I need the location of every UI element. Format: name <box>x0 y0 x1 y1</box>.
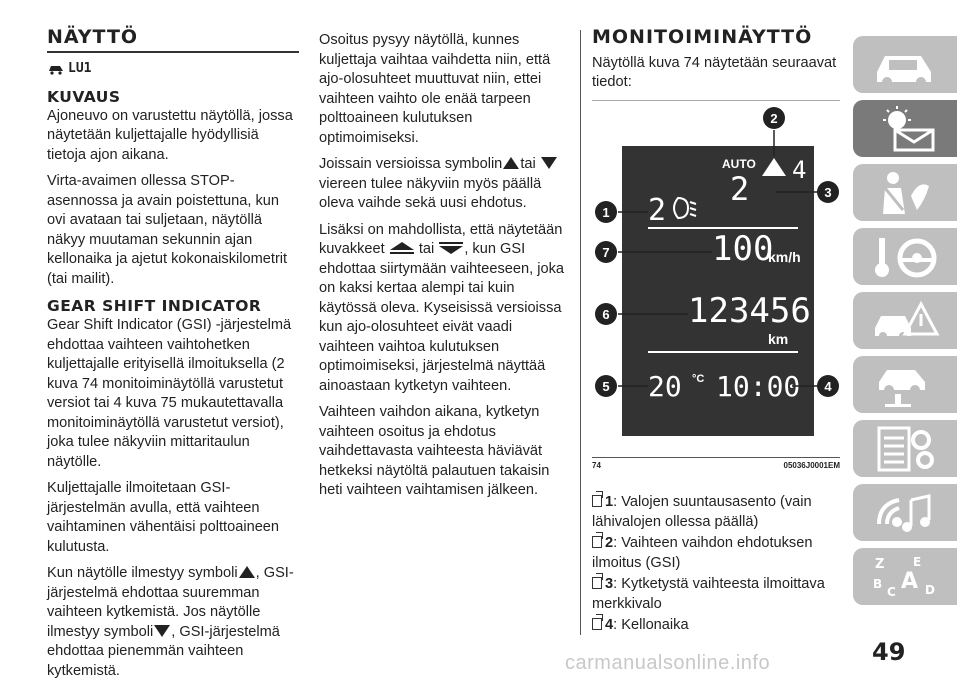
text-run: tai <box>418 241 435 257</box>
tab-index[interactable] <box>853 548 957 605</box>
paragraph: Gear Shift Indicator (GSI) -järjestelmä ehdottaa vaihteen vaihtohetken kuljettajalle erityisellä ilmoituksella (2 kuva 74 monitoiminäytöllä varustetut versiot tai 4 kuva 75 mukautettavalla monitoiminäytöllä varustetut versiot), joka tulee näkyviin mittaritaulun näytölle. <box>47 317 292 470</box>
text-run: Lisäksi on mahdollista, että näytetään kuvakkeet <box>319 221 563 257</box>
key-steering-wheel-icon <box>871 234 941 280</box>
section-title-naytto: NÄYTTÖ <box>47 26 139 48</box>
arrow-up-icon <box>238 565 256 579</box>
text-run: , GSI-järjestelmä ehdottaa suuremman vaihteen kytkemistä. Jos näytölle ilmestyy symboli <box>47 565 294 640</box>
legend-text: : Kellonaika <box>613 617 689 633</box>
display-illustration <box>592 100 840 460</box>
legend-number: 1 <box>605 494 614 510</box>
svg-text:5: 5 <box>602 379 610 394</box>
text-run: , kun GSI ehdottaa siirtymään vaihteeseen, joka on kaksi kertaa alempi tai kuin käytössä oleva. Kyseisissä versioissa kun ajo-olosuhteet eivät vaadi vaihteen vaihtoa kulutuksen optimoimiseksi, järjestelmä näyttää ainoastaan kytketyn vaihteen. <box>319 241 565 394</box>
tab-safety[interactable] <box>853 164 957 221</box>
callout-7 <box>595 241 617 263</box>
callout-3 <box>817 181 839 203</box>
arrow-down-icon <box>153 624 171 638</box>
tab-emergency[interactable] <box>853 292 957 349</box>
svg-text:A: A <box>901 569 919 594</box>
arrow-up-icon <box>502 156 520 170</box>
callout-6 <box>595 303 617 325</box>
antenna-music-icon <box>871 490 941 536</box>
temperature-unit: °C <box>692 373 705 385</box>
arrow-down-icon <box>540 156 558 170</box>
legend-number: 4 <box>605 617 614 633</box>
figure-legend <box>592 493 840 638</box>
bookmark-icon <box>592 577 602 589</box>
legend-item <box>592 493 840 532</box>
lu-code: LU1 <box>68 60 92 76</box>
figure-id: 05036J0001EM <box>783 461 840 470</box>
car-lift-icon <box>871 362 941 408</box>
text-run: Kun näytölle ilmestyy symboli <box>47 565 238 581</box>
display-figure <box>592 100 840 470</box>
alphabet-index-icon <box>871 554 941 600</box>
watermark: carmanualsonline.info <box>565 652 771 674</box>
paragraph: Näytöllä kuva 74 näytetään seuraavat tiedot: <box>592 54 837 90</box>
text-run: tai <box>520 156 536 172</box>
svg-text:3: 3 <box>824 185 832 200</box>
tab-maintenance[interactable] <box>853 356 957 413</box>
paragraph <box>319 221 571 397</box>
tab-dashboard[interactable] <box>853 100 957 157</box>
speed-unit: km/h <box>768 249 801 265</box>
legend-number: 3 <box>605 576 614 592</box>
paragraph: Vaihteen vaihdon aikana, kytketyn vaihteen osoitus ja ehdotus vaihdettavasta vaihteesta häviävät hetkeksi näytöltä palautuen takaisin heti vaihteen vaihtamisen jälkeen. <box>319 404 550 498</box>
legend-text: : Kytketystä vaihteesta ilmoittava merkkivalo <box>592 576 825 612</box>
text-run: , GSI-järjestelmä ehdottaa pienemmän vaihteen kytkemistä. <box>47 623 280 679</box>
odometer-value: 123456 <box>688 291 811 331</box>
svg-text:B: B <box>873 577 883 591</box>
text-run: viereen tulee näkyviin myös päällä oleva vaihde sekä uusi ehdotus. <box>319 175 542 211</box>
text-run: Joissain versioissa symbolin <box>319 156 503 172</box>
svg-text:7: 7 <box>602 245 610 260</box>
car-icon <box>47 63 65 75</box>
bookmark-icon <box>592 536 602 548</box>
bookmark-icon <box>592 495 602 507</box>
svg-text:4: 4 <box>824 379 832 394</box>
svg-text:C: C <box>887 585 896 599</box>
page-number: 49 <box>872 638 906 666</box>
figure-caption <box>592 457 840 470</box>
legend-item <box>592 534 840 573</box>
callout-1 <box>595 201 617 223</box>
double-arrow-down-icon <box>438 241 464 255</box>
chapter-tabs <box>853 36 960 612</box>
paragraph: Osoitus pysyy näytöllä, kunnes kuljettaja vaihtaa vaihdetta niin, että ajo-olosuhteet muuttuvat niin, ettei vaihteen vaihto ole enää tarpeen polttoaineen kulutuksen optimoimiseksi. <box>319 32 551 146</box>
tab-vehicle[interactable] <box>853 36 957 93</box>
clock-value: 10:00 <box>716 370 801 403</box>
svg-text:2: 2 <box>770 111 778 126</box>
gear-left: 2 <box>648 193 667 228</box>
legend-item <box>592 575 840 614</box>
double-arrow-up-icon <box>389 241 415 255</box>
lu-badge <box>47 59 299 79</box>
column-divider <box>580 30 581 635</box>
warning-light-envelope-icon <box>871 106 941 152</box>
svg-text:D: D <box>925 583 935 597</box>
svg-text:Z: Z <box>875 557 885 572</box>
callout-4 <box>817 375 839 397</box>
odometer-unit: km <box>768 331 789 347</box>
callout-5 <box>595 375 617 397</box>
tab-technical-data[interactable] <box>853 420 957 477</box>
list-gears-icon <box>871 426 941 472</box>
legend-text: : Vaihteen vaihdon ehdotuksen ilmoitus (GSI) <box>592 535 813 571</box>
title-rule <box>47 51 299 53</box>
paragraph: Ajoneuvo on varustettu näytöllä, jossa näytetään kuljettajalle hyödyllisiä tietoja ajon aikana. <box>47 107 293 163</box>
legend-text: : Valojen suuntausasento (vain lähivalojen ollessa päällä) <box>592 494 812 530</box>
figure-number: 74 <box>592 461 601 470</box>
column-2 <box>319 31 571 508</box>
current-gear: 2 <box>730 170 750 208</box>
svg-text:1: 1 <box>602 205 610 220</box>
column-1 <box>47 28 299 688</box>
temperature-value: 20 <box>648 370 682 403</box>
column-3 <box>592 28 840 100</box>
tab-multimedia[interactable] <box>853 484 957 541</box>
paragraph <box>319 155 571 214</box>
speed-value: 100 <box>712 229 774 269</box>
tab-starting-driving[interactable] <box>853 228 957 285</box>
callout-2 <box>763 107 785 129</box>
heading-gsi: GEAR SHIFT INDICATOR <box>47 297 262 315</box>
auto-label: AUTO <box>722 157 756 171</box>
bookmark-icon <box>592 618 602 630</box>
car-warning-icon <box>871 298 941 344</box>
car-icon <box>871 42 941 88</box>
legend-item <box>592 616 840 636</box>
paragraph <box>47 564 299 681</box>
seatbelt-person-icon <box>871 170 941 216</box>
suggested-gear: 4 <box>792 156 807 184</box>
legend-number: 2 <box>605 535 614 551</box>
paragraph: Kuljettajalle ilmoitetaan GSI-järjestelmän avulla, että vaihteen vaihtaminen vähentäisi polttoaineen kulutusta. <box>47 480 280 555</box>
paragraph: Virta-avaimen ollessa STOP-asennossa ja avain poistettuna, kun ovi avataan tai suljetaan, näytöllä näkyy muutaman sekunnin ajan kellonaika ja ajetut kokonaiskilometrit (tai mailit). <box>47 173 288 287</box>
heading-kuvaus: KUVAUS <box>47 87 121 106</box>
section-title-monitoiminaytto: MONITOIMINÄYTTÖ <box>592 26 813 48</box>
svg-text:6: 6 <box>602 307 610 322</box>
svg-text:E: E <box>913 555 922 569</box>
